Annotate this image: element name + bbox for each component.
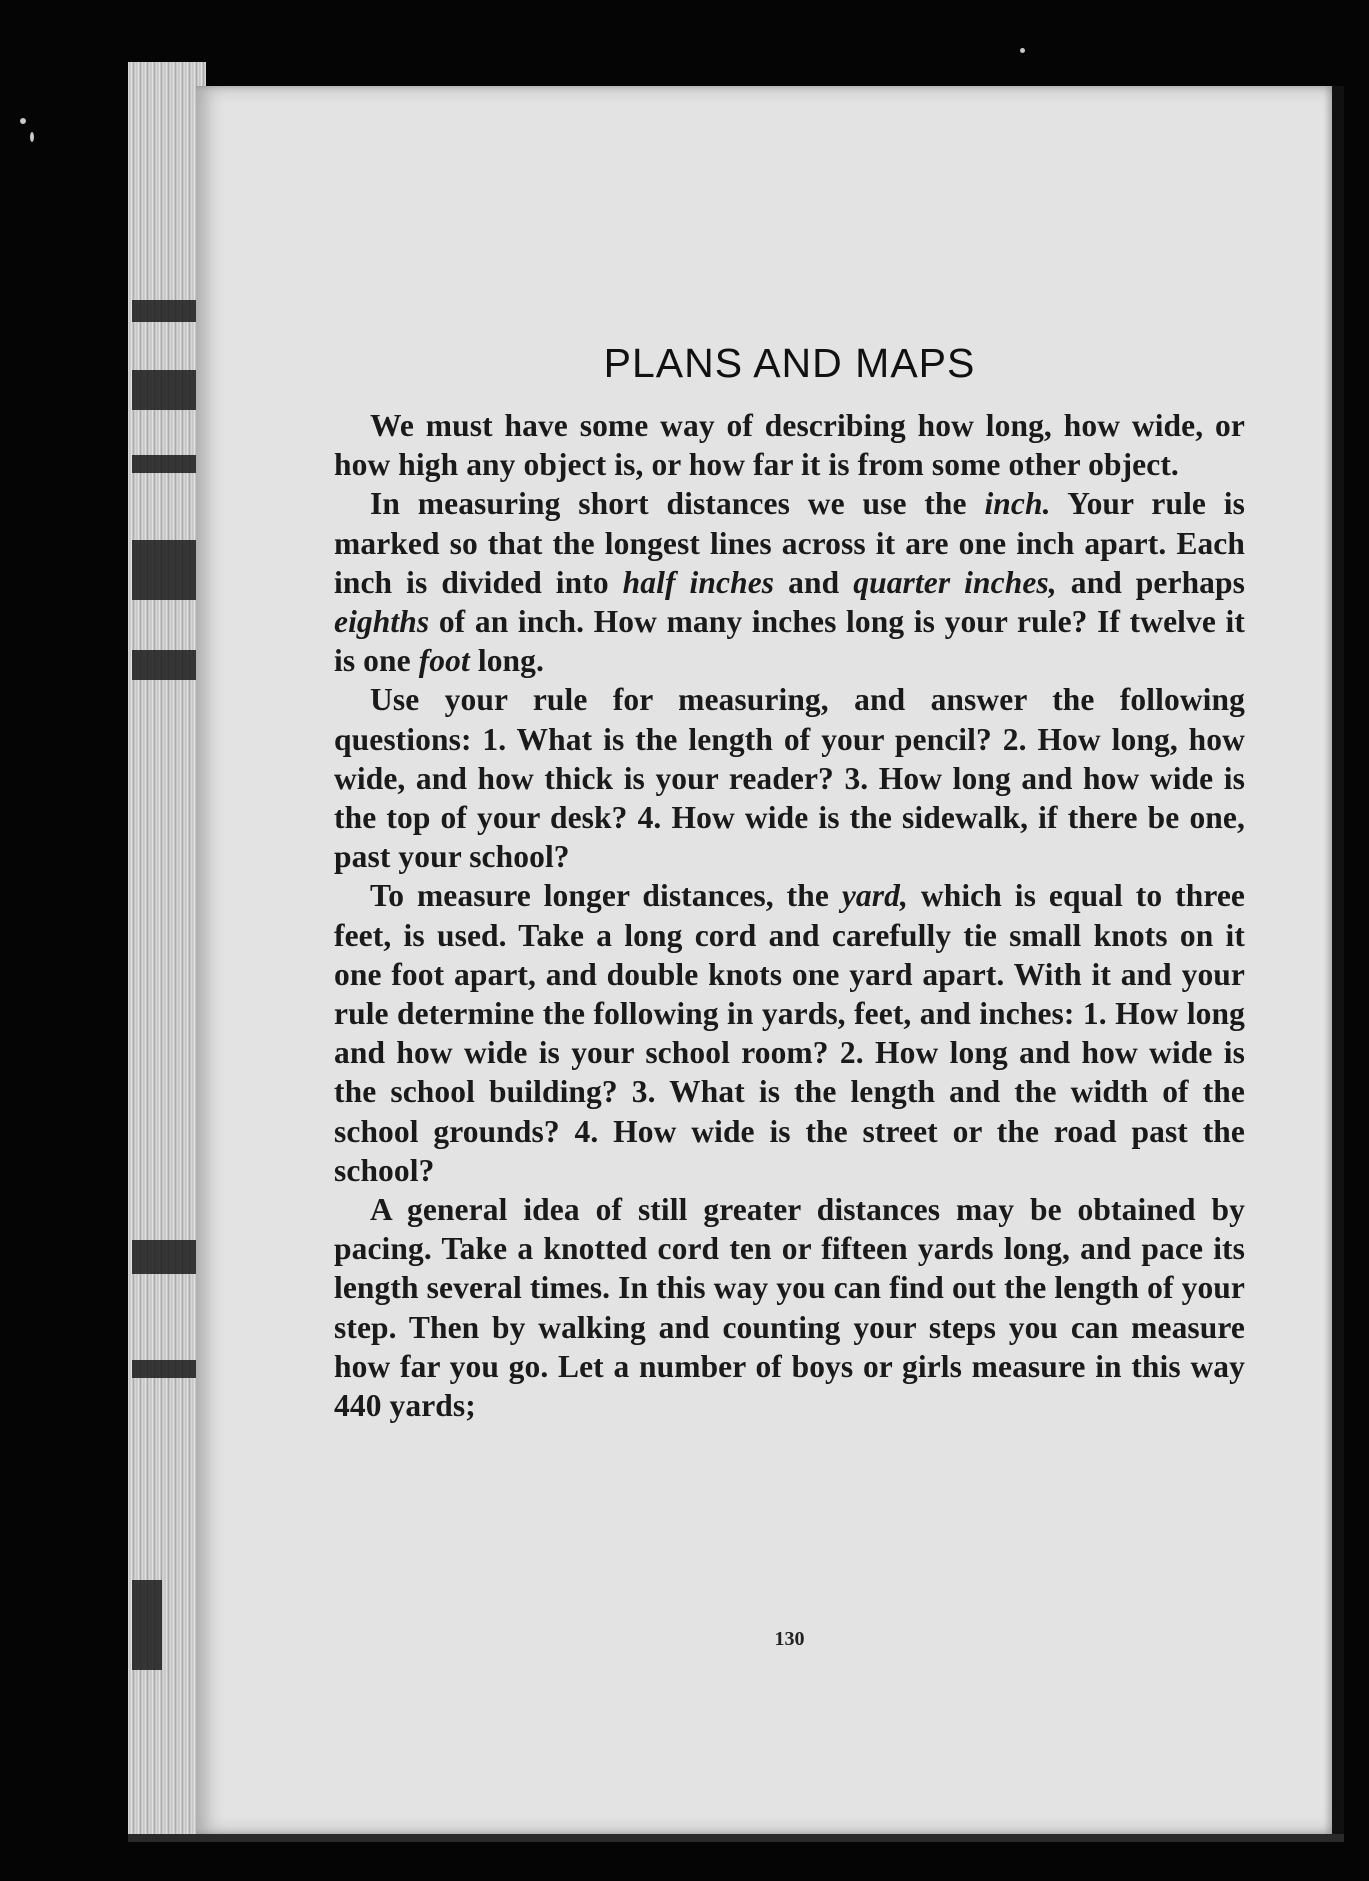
- text-run: In measuring short distances we use the: [370, 486, 985, 522]
- page-right-border: [1332, 86, 1344, 1834]
- book-page-edges: [128, 62, 206, 1834]
- page-edge-mark: [132, 1360, 202, 1378]
- italic-term: inch.: [984, 486, 1051, 522]
- dust-speck: [1020, 48, 1025, 53]
- text-run: A general idea of still greater distances may be obtained by pacing. Take a knotted cord ten or fifteen yards long, and pace its length several times. In this way you can find out the length of your step. Then by walking and counting your steps you can measure how far you go. Let a number of boys or girls measure in this way 440 yards;: [334, 1192, 1245, 1424]
- text-run: of an inch. How many inches long is your rule? If twelve it is one: [334, 604, 1245, 679]
- text-run: and: [774, 564, 854, 600]
- page-edge-mark: [132, 1240, 202, 1274]
- body-text: [334, 406, 1245, 1425]
- dust-speck: [20, 118, 26, 124]
- italic-term: yard,: [841, 878, 908, 914]
- italic-term: foot: [418, 643, 470, 679]
- paragraph: [334, 406, 1245, 484]
- page-edge-mark: [132, 650, 202, 680]
- text-run: Use your rule for measuring, and answer the following questions: 1. What is the length of your pencil? 2. How long, how wide, and how thick is your reader? 3. How long and how wide is the top of your desk? 4. How wide is the sidewalk, if there be one, past your school?: [334, 682, 1245, 875]
- page-edge-mark: [132, 300, 202, 322]
- text-run: which is equal to three feet, is used. Take a long cord and carefully tie small knots on it one foot apart, and double knots one yard apart. With it and your rule determine the following in yards, feet, and inches: 1. How long and how wide is your school room? 2. How long and how wide is the school building? 3. What is the length and the width of the school grounds? 4. How wide is the street or the road past the school?: [334, 878, 1245, 1188]
- dust-speck: [30, 132, 34, 142]
- page-edge-mark: [132, 455, 202, 473]
- italic-term: quarter inches,: [853, 564, 1057, 600]
- page-title: PLANS AND MAPS: [603, 340, 976, 386]
- paragraph: [334, 680, 1245, 876]
- paragraph: [334, 876, 1245, 1190]
- page-edge-mark: [132, 540, 202, 600]
- text-run: We must have some way of describing how long, how wide, or how high any object is, or how far it is from some other object.: [334, 408, 1245, 483]
- page-edge-mark: [132, 1580, 162, 1670]
- text-run: long.: [469, 643, 544, 679]
- page-bottom-shadow: [128, 1834, 1344, 1842]
- text-run: To measure longer distances, the: [370, 878, 842, 914]
- text-run: Your rule is marked so that the longest lines across it are one inch apart. Each inch is divided into: [334, 486, 1246, 600]
- paragraph: [334, 484, 1245, 680]
- paragraph: [334, 1190, 1245, 1425]
- text-run: and perhaps: [1056, 564, 1246, 600]
- page-number: 130: [774, 1628, 805, 1650]
- italic-term: eighths: [334, 604, 430, 640]
- page-content: [334, 338, 1245, 1425]
- page-edge-mark: [132, 370, 202, 410]
- italic-term: half inches: [622, 564, 775, 600]
